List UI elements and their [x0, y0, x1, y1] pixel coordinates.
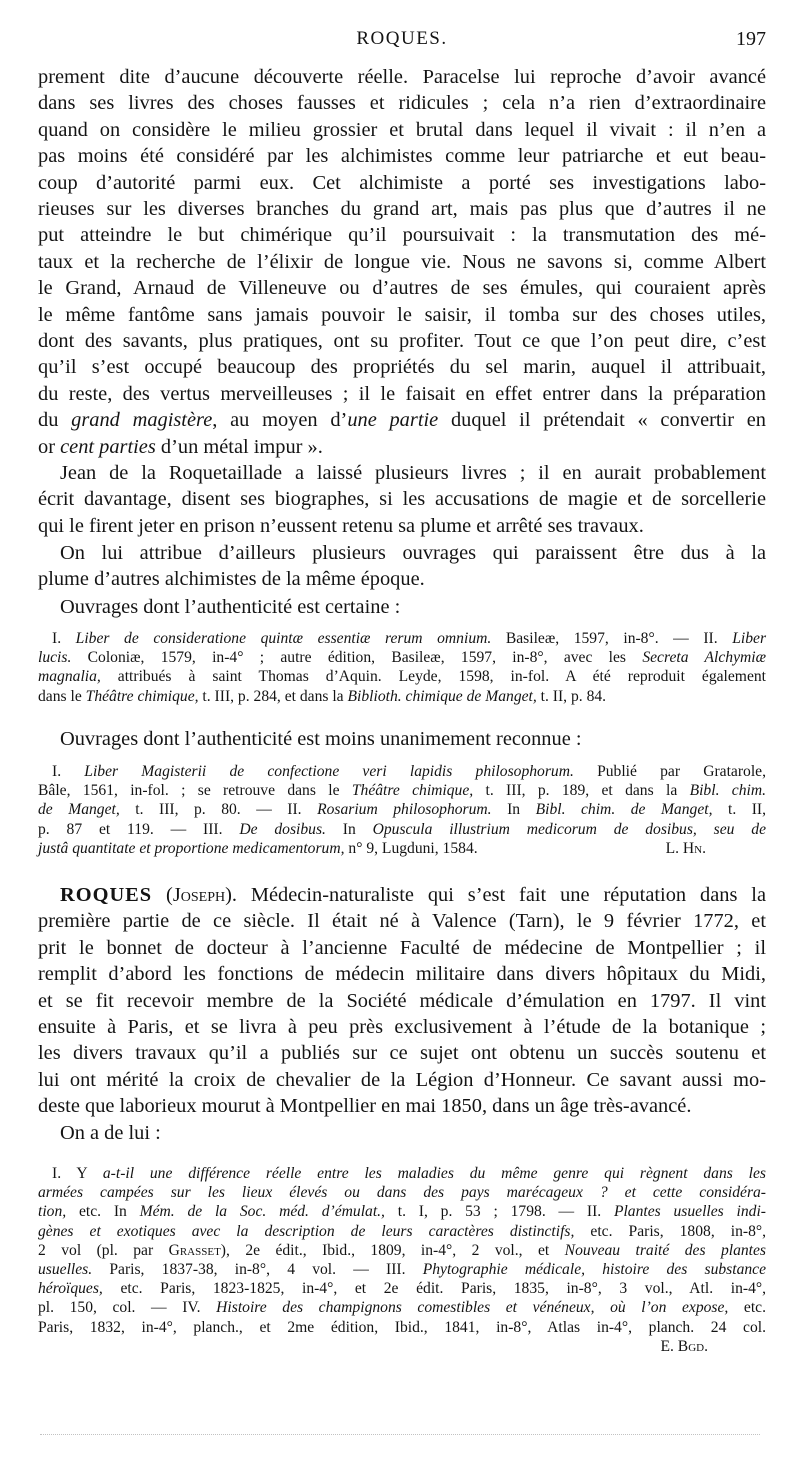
- biblio-line: usuelles. Paris, 1837-38, in-8°, 4 vol. — III. Phytographie médicale, histoire des substance: [38, 1261, 766, 1279]
- paragraph-attribution: [38, 540, 766, 593]
- biblio-line: de Manget, t. III, p. 80. — II. Rosarium philosophorum. In Bibl. chim. de Manget, t. II,: [38, 801, 767, 819]
- works-heading: On a de lui :: [60, 1121, 161, 1144]
- entry-roques-joseph: [38, 882, 766, 1146]
- biblio-line: I. Liber Magisterii de confectione veri lapidis philosophorum. Publié par Gratarole,: [52, 763, 766, 780]
- biblio-line: justâ quantitate et proportione medicamentorum, n° 9, Lugduni, 1584. L. Hn.: [38, 839, 706, 857]
- text-line: pas moins été considéré par les alchimistes comme leur patriarche et eut beau-: [38, 145, 766, 168]
- biblio-line: magnalia, attribués à saint Thomas d’Aquin. Leyde, 1598, in-fol. A été reproduit également: [38, 668, 766, 686]
- biblio-line: Paris, 1832, in-4°, planch., et 2me édition, Ibid., 1841, in-8°, Atlas in-4°, planch. 24 col.: [38, 1318, 766, 1336]
- biblio-line: Bâle, 1561, in-fol. ; se retrouve dans le Théâtre chimique, t. III, p. 189, et dans la Bibl. chim.: [38, 782, 767, 800]
- text-line: plume d’autres alchimistes de la même époque.: [38, 568, 425, 591]
- entry-headword: ROQUES: [60, 884, 153, 906]
- text-line: qui le firent jeter en prison n’eussent retenu sa plume et arrêté ses travaux.: [38, 514, 644, 537]
- text-line: quand on considère le milieu grossier et brutal dans lequel il vivait : il n’en a: [38, 118, 766, 141]
- works-less-certain-heading: Ouvrages dont l’authenticité est moins unanimement reconnue :: [60, 728, 582, 750]
- biblio-line: p. 87 et 119. — III. De dosibus. In Opuscula illustrium medicorum de dosibus, seu de: [38, 820, 766, 838]
- biblio-line: gènes et exotiques avec la description de leurs caractères distinctifs, etc. Paris, 1808, in-8°,: [38, 1222, 766, 1240]
- text-line: deste que laborieux mourut à Montpellier en mai 1850, dans un âge très-avancé.: [38, 1095, 692, 1118]
- text-line: du grand magistère, au moyen d’une partie duquel il prétendait « convertir en: [38, 409, 767, 432]
- biblio-line: armées campées sur les lieux élevés ou dans des pays marécageux ? et cette considéra-: [38, 1184, 766, 1202]
- text-line: taux et la recherche de l’élixir de longue vie. Nous ne savons si, comme Albert: [38, 250, 766, 273]
- biblio-line: I. Y a-t-il une différence réelle entre les maladies du même genre qui règnent dans les: [52, 1165, 766, 1182]
- biblio-line: I. Liber de consideratione quintæ essentiæ rerum omnium. Basileæ, 1597, in-8°. — II. Liber: [52, 630, 767, 647]
- text-line: les divers travaux qu’il a publiés sur ce sujet ont obtenu un succès soutenu et: [38, 1042, 766, 1065]
- paragraph-roquetaillade: [38, 460, 766, 539]
- text-line: première partie de ce siècle. Il était né à Valence (Tarn), le 9 février 1772, et: [38, 910, 766, 933]
- text-line: or cent parties d’un métal impur ».: [38, 435, 323, 458]
- biblio-line: pl. 150, col. — IV. Histoire des champignons comestibles et vénéneux, où l’on expose, etc.: [38, 1299, 766, 1317]
- text-line: dont des savants, plus pratiques, ont su profiter. Tout ce que l’on peut dire, c’est: [38, 330, 766, 353]
- page-bottom-rule: [40, 1434, 760, 1437]
- text-line: le même fantôme sans jamais pouvoir le saisir, il tomba sur des choses utiles,: [38, 303, 766, 326]
- text-line: écrit davantage, disent ses biographes, si les accusations de magie et de sorcellerie: [38, 488, 766, 511]
- author-signature: L. Hn.: [665, 839, 706, 857]
- text-line: du reste, des vertus merveilleuses ; il le faisait en effet entrer dans la préparation: [38, 382, 766, 405]
- text-line: prit le bonnet de docteur à l’ancienne Faculté de médecine de Montpellier ; il: [38, 936, 766, 959]
- entry-first-line: ROQUES (Joseph). Médecin-naturaliste qui s’est fait une réputation dans la: [60, 884, 766, 906]
- text-line: On lui attribue d’ailleurs plusieurs ouvrages qui paraissent être dus à la: [60, 542, 766, 564]
- text-line: lui ont mérité la croix de chevalier de la Légion d’Honneur. Ce savant aussi mo-: [38, 1068, 766, 1091]
- text-line: ensuite à Paris, et se livra à peu près exclusivement à l’étude de la botanique ;: [38, 1016, 766, 1039]
- page-header: [38, 28, 766, 56]
- biblio-line: lucis. Coloniæ, 1579, in-4° ; autre édition, Basileæ, 1597, in-8°, avec les Secreta Alchymiæ: [38, 649, 766, 667]
- biblio-line: héroïques, etc. Paris, 1823-1825, in-4°, et 2e édit. Paris, 1835, in-8°, 3 vol., Atl. in-4°,: [38, 1280, 766, 1298]
- bibliography-less-certain: [38, 762, 766, 858]
- biblio-line: tion, etc. In Mém. de la Soc. méd. d’émulat., t. I, p. 53 ; 1798. — II. Plantes usuelles indi-: [38, 1203, 766, 1221]
- text-line: prement dite d’aucune découverte réelle. Paracelse lui reproche d’avoir avancé: [38, 66, 766, 88]
- text-line: Jean de la Roquetaillade a laissé plusieurs livres ; il en aurait probablement: [60, 462, 766, 484]
- text-line: dans ses livres des choses fausses et ridicules ; cela n’a rien d’extraordinaire: [38, 92, 766, 115]
- bibliography-roques: [38, 1164, 766, 1356]
- bibliography-certain: [38, 629, 766, 706]
- author-signature: E. Bgd.: [660, 1337, 708, 1355]
- text-line: rieuses sur les diverses branches du grand art, mais pas plus que d’autres il ne: [38, 198, 766, 221]
- text-line: coup d’autorité parmi eux. Cet alchimiste a porté ses investigations labo-: [38, 171, 766, 194]
- biblio-line: dans le Théâtre chimique, t. III, p. 284, et dans la Biblioth. chimique de Manget, t. II, p. 84.: [38, 687, 607, 705]
- running-title: ROQUES.: [356, 28, 448, 49]
- works-certain-heading: Ouvrages dont l’authenticité est certaine :: [60, 596, 401, 618]
- biblio-line: 2 vol (pl. par Grasset), 2e édit., Ibid., 1809, in-4°, 2 vol., et Nouveau traité des plantes: [38, 1241, 767, 1259]
- text-line: le Grand, Arnaud de Villeneuve ou d’autres de ses émules, qui couraient après: [38, 277, 766, 300]
- text-line: qu’il s’est occupé beaucoup des propriétés du sel marin, auquel il attribuait,: [38, 356, 766, 379]
- text-line: put atteindre le but chimérique qu’il poursuivait : la transmutation des mé-: [38, 224, 766, 247]
- text-line: remplit d’abord les fonctions de médecin militaire dans divers hôpitaux du Midi,: [38, 963, 766, 986]
- paragraph-paracelse: [38, 64, 766, 460]
- text-line: et se fit recevoir membre de la Société médicale d’émulation en 1797. Il vint: [38, 989, 766, 1012]
- page-number: 197: [736, 28, 766, 50]
